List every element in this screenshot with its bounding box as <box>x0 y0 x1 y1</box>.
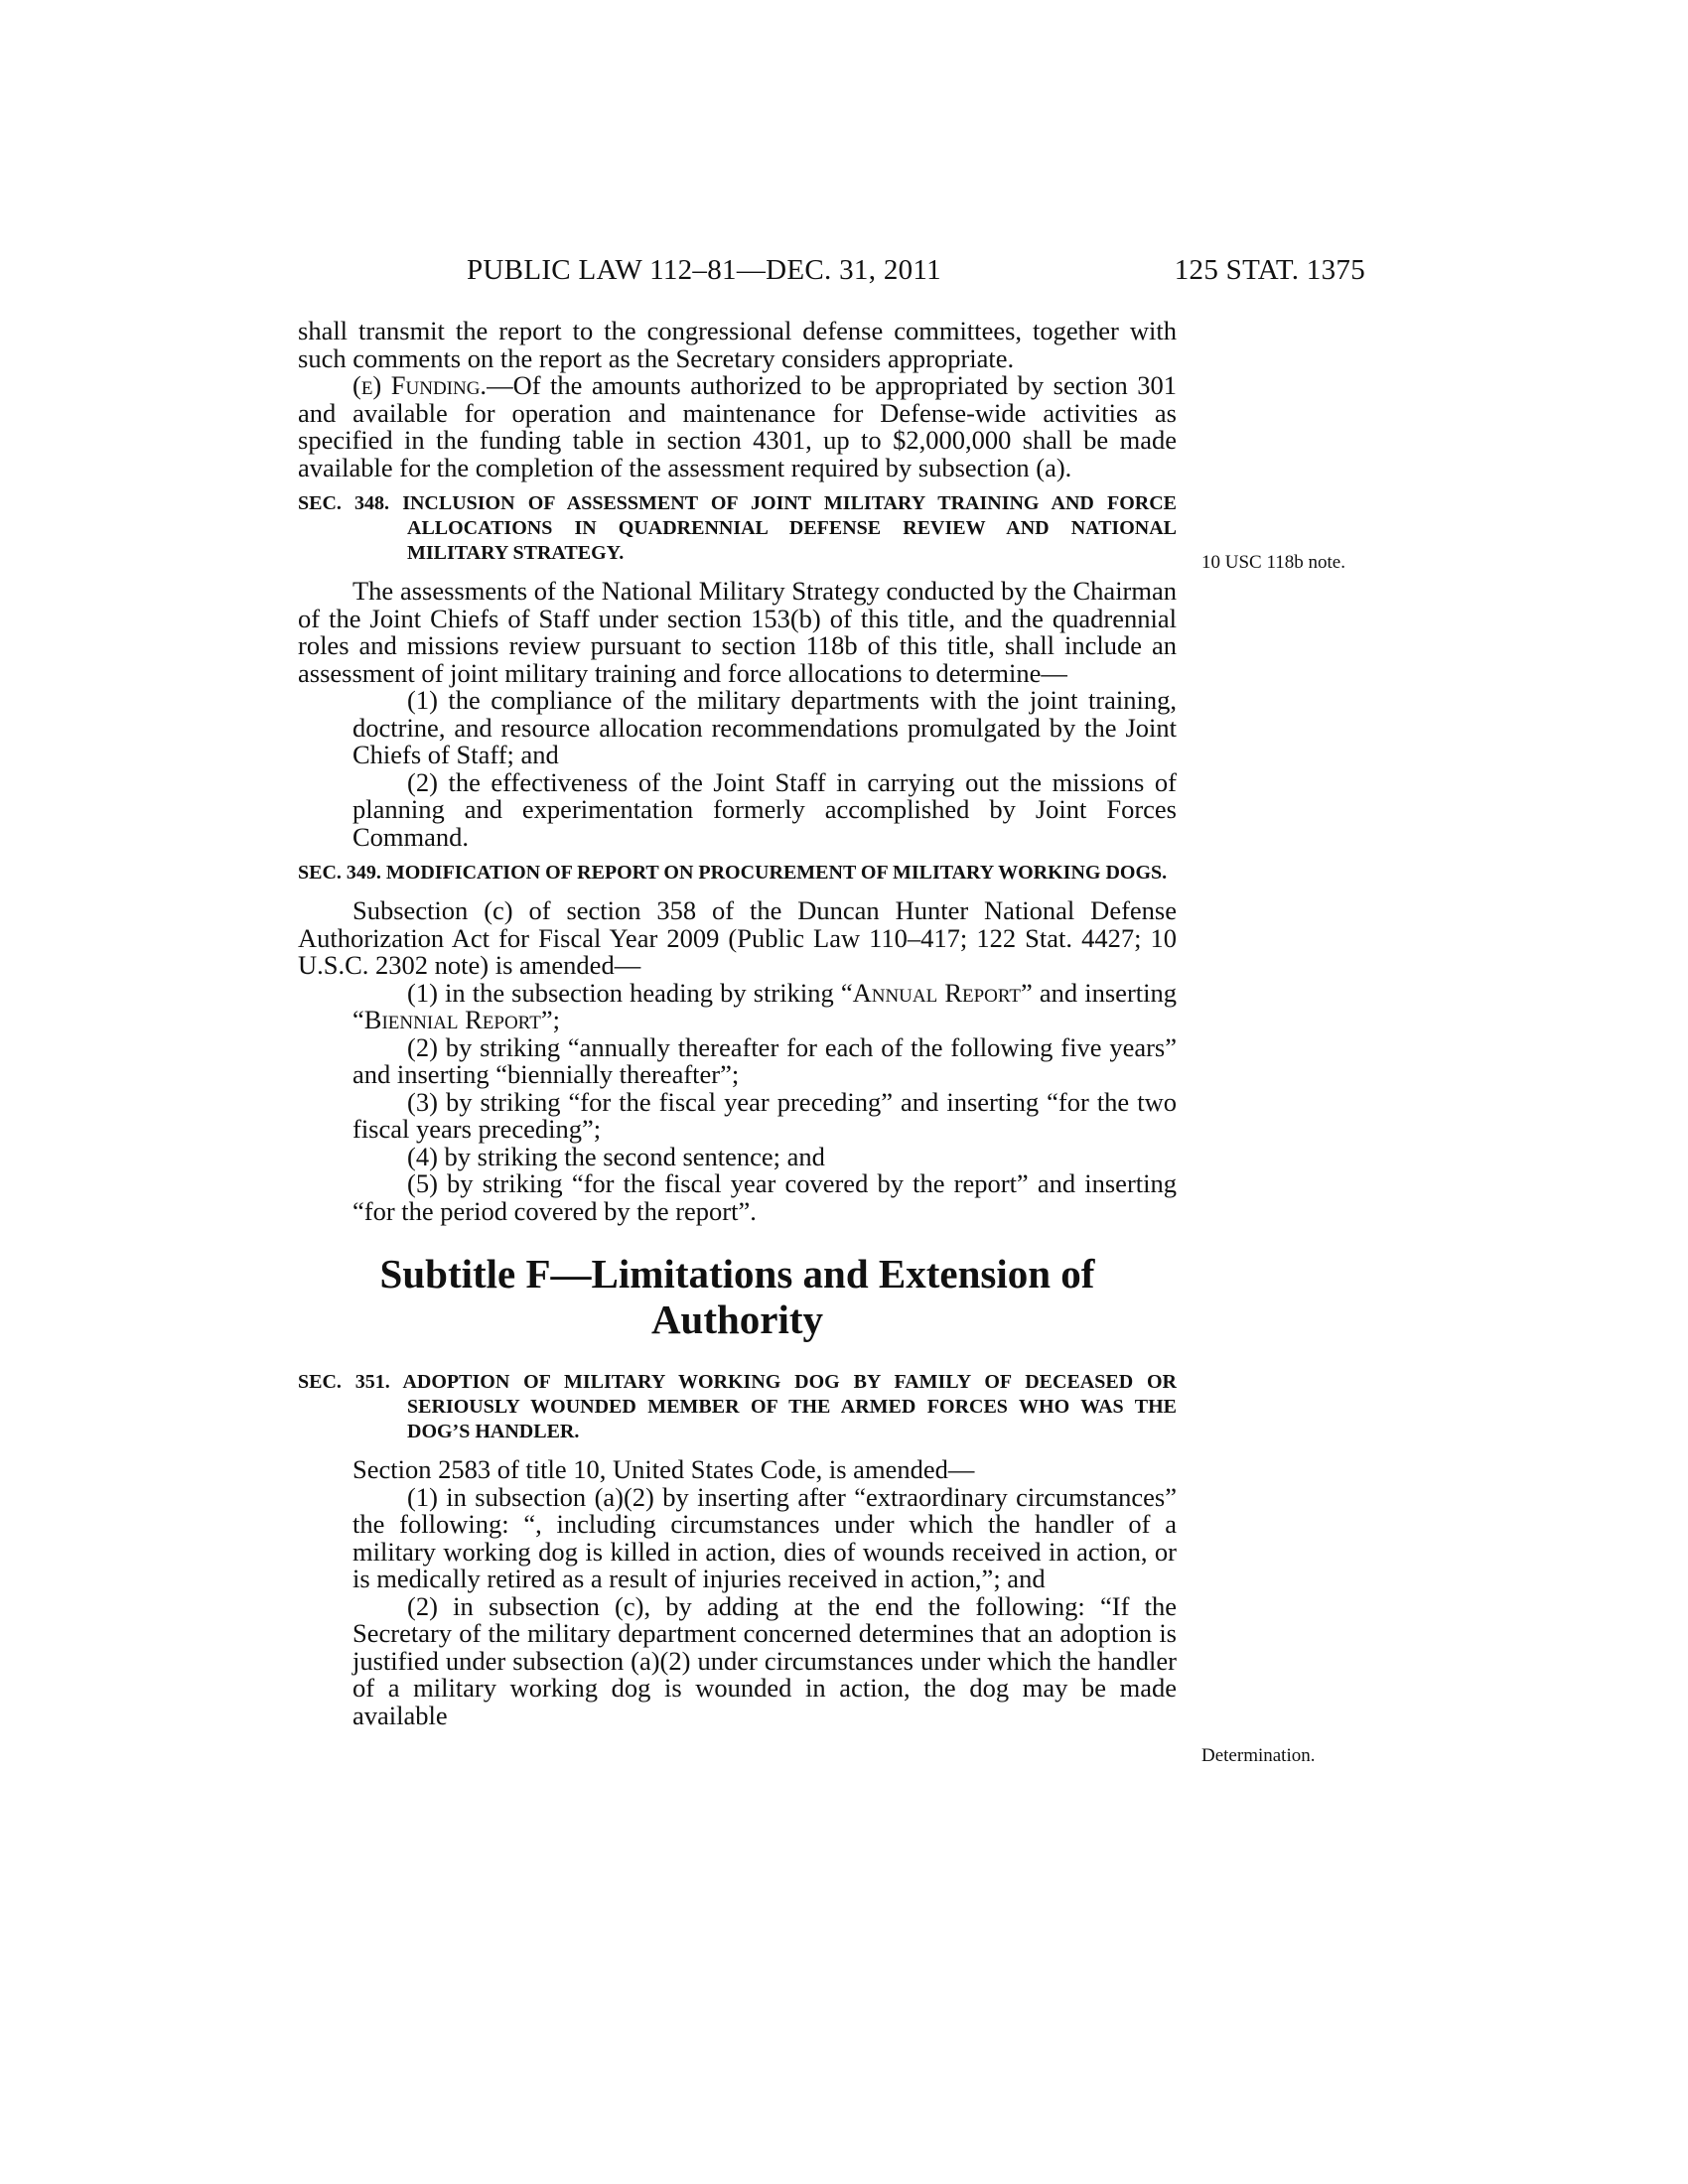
sec-348-body: The assessments of the National Military Strategy conducted by the Chairman of the Joint Chiefs of Staff under section 153(b) of this title, and the quadrennial roles and missions review pursuant to section 118b of this title, shall include an assessment of joint military training and force allocations to determine— <box>298 576 1177 688</box>
sec-348-item-2: (2) the effectiveness of the Joint Staff in carrying out the missions of planning and experimentation formerly accomplished by Joint Forces Command. <box>352 766 1177 852</box>
sec-349-body: Subsection (c) of section 358 of the Duncan Hunter National Defense Authorization Act for Fiscal Year 2009 (Public Law 110–417; 122 Stat. 4427; 10 U.S.C. 2302 note) is amended— <box>298 895 1177 980</box>
sec-351-heading: SEC. 351. ADOPTION OF MILITARY WORKING DOG BY FAMILY OF DECEASED OR SERIOUSLY WOUNDED MEMBER OF THE ARMED FORCES WHO WAS THE DOG’S HANDLER. <box>298 1371 1177 1442</box>
sec-349-item-3: (3) by striking “for the fiscal year preceding” and inserting “for the two fiscal years preceding”; <box>352 1086 1177 1144</box>
sec-349-heading: SEC. 349. MODIFICATION OF REPORT ON PROCUREMENT OF MILITARY WORKING DOGS. <box>298 862 1168 884</box>
margin-note-sec348: 10 USC 118b note. <box>1201 552 1345 573</box>
sec-349-item-1: (1) in the subsection heading by striking “Annual Report” and inserting “Biennial Report”; <box>352 977 1177 1034</box>
continuation-paragraph: shall transmit the report to the congressional defense committees, together with such comments on the report as the Secretary considers appropriate. <box>298 316 1177 373</box>
sec-351-body: Section 2583 of title 10, United States Code, is amended— <box>352 1454 975 1484</box>
sec-349-item-2: (2) by striking “annually thereafter for each of the following five years” and inserting “biennially thereafter”; <box>352 1031 1177 1089</box>
subtitle-heading <box>298 1251 1177 1342</box>
funding-paragraph <box>298 372 1177 481</box>
sec-351-item-2: (2) in subsection (c), by adding at the end the following: “If the Secretary of the military department concerned determines that an adoption is justified under subsection (a)(2) under circumstances under which the handler of a military working dog is wounded in action, the dog may be made available <box>352 1590 1177 1730</box>
sec-351-item-1: (1) in subsection (a)(2) by inserting after “extraordinary circumstances” the following: “, including circumstances under which the handler of a military working dog is killed in action, dies of wounds received in action, or is medically retired as a result of injuries received in action,”; and <box>352 1481 1177 1593</box>
sec-348-heading: SEC. 348. INCLUSION OF ASSESSMENT OF JOINT MILITARY TRAINING AND FORCE ALLOCATIONS IN QUADRENNIAL DEFENSE REVIEW AND NATIONAL MILITARY STRATEGY. <box>298 492 1177 564</box>
sec-349-item-4: (4) by striking the second sentence; and <box>407 1141 825 1171</box>
document-body <box>298 318 1177 1729</box>
funding-label: (e) Funding. <box>352 370 488 400</box>
margin-note-determination: Determination. <box>1201 1745 1316 1766</box>
funding-text: —Of the amounts authorized to be appropriated by section 301 and available for operation and maintenance for Defense-wide activities as specified in the funding table in section 4301, up to $2,000,000 shall be made available for the completion of the assessment required by subsection (a). <box>298 370 1177 482</box>
sec-348-item-1: (1) the compliance of the military departments with the joint training, doctrine, and resource allocation recommendations promulgated by the Joint Chiefs of Staff; and <box>352 685 1177 769</box>
subtitle-line-1: Subtitle F—Limitations and Extension of <box>379 1251 1095 1297</box>
sec-349-item-5: (5) by striking “for the fiscal year covered by the report” and inserting “for the period covered by the report”. <box>352 1168 1177 1226</box>
subtitle-line-2: Authority <box>650 1297 824 1342</box>
header-stat: 125 STAT. 1375 <box>1174 254 1365 286</box>
page-header <box>298 250 1365 290</box>
header-title: PUBLIC LAW 112–81—DEC. 31, 2011 <box>467 254 941 286</box>
